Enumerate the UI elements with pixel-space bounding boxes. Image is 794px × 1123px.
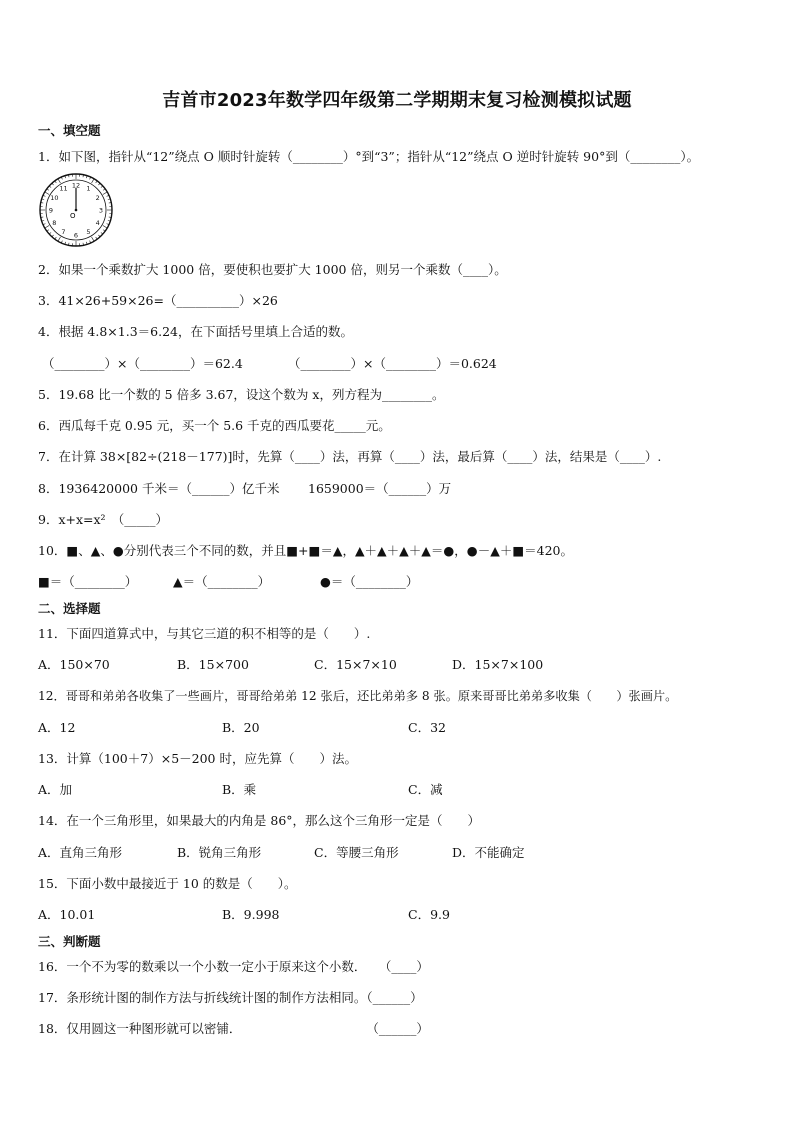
q12-option-a: A．12 (38, 720, 76, 735)
question-2: 2．如果一个乘数扩大 1000 倍，要使积也要扩大 1000 倍，则另一个乘数（____）。 (38, 262, 507, 277)
clock-number: 7 (61, 227, 66, 236)
clock-tick (101, 186, 103, 188)
q15-option-b: B．9.998 (222, 907, 280, 922)
section-choice-heading: 二、选择题 (38, 601, 101, 616)
question-8-part-a: 8．1936420000 千米＝（______）亿千米 (38, 481, 280, 496)
question-16: 16．一个不为零的数乘以一个小数一定小于原来这个小数． （____） (38, 959, 429, 974)
clock-number: 2 (95, 193, 100, 202)
clock-tick (103, 192, 107, 195)
q13-option-a: A．加 (38, 782, 73, 797)
question-1: 1．如下图，指针从“12”绕点 O 顺时针旋转（________）°到“3”；指针从“12”绕点 O 逆时针旋转 90°到（________）。 (38, 149, 700, 164)
question-10: 10．■、▲、●分别代表三个不同的数，并且■+■＝▲，▲＋▲＋▲＋▲＝●，●－▲＋■＝420。 (38, 543, 573, 558)
clock-tick (49, 232, 51, 234)
clock-tick (49, 186, 51, 188)
q12-option-b: B．20 (222, 720, 260, 735)
clock-number: 9 (48, 206, 54, 215)
q14-option-b: B．锐角三角形 (177, 845, 262, 860)
question-12: 12．哥哥和弟弟各收集了一些画片，哥哥给弟弟 12 张后，还比弟弟多 8 张。原来哥哥比弟弟多收集（ ）张画片。 (38, 689, 678, 703)
question-15: 15．下面小数中最接近于 10 的数是（ ）。 (38, 876, 297, 891)
question-7: 7．在计算 38×[82÷(218－177)]时，先算（____）法，再算（____）法，最后算（____）法，结果是（____）. (38, 449, 662, 464)
q15-option-c: C．9.9 (408, 907, 450, 922)
clock-tick (92, 237, 95, 241)
clock-tick (52, 183, 54, 185)
question-9: 9．x+x=x² （_____） (38, 512, 169, 527)
question-10-triangle: ▲＝（________） (173, 574, 271, 589)
question-8-part-b: 1659000＝（______）万 (308, 481, 452, 496)
q11-option-c: C．15×7×10 (314, 657, 397, 672)
question-17: 17．条形统计图的制作方法与折线统计图的制作方法相同。（______） (38, 990, 423, 1005)
clock-tick (45, 226, 49, 229)
clock-tick (58, 237, 61, 241)
clock-tick (98, 235, 100, 237)
question-4-blank-a: （________）×（________）＝62.4 (42, 356, 243, 371)
question-6: 6．西瓜每千克 0.95 元，买一个 5.6 千克的西瓜要花_____元。 (38, 418, 391, 433)
question-14: 14．在一个三角形里，如果最大的内角是 86°，那么这个三角形一定是（ ） (38, 813, 481, 828)
q13-option-b: B．乘 (222, 782, 257, 797)
clock-tick (58, 179, 61, 183)
clock-number: 11 (59, 184, 68, 193)
clock-tick (52, 235, 54, 237)
section-fill-heading: 一、填空题 (38, 123, 101, 138)
clock-number: 6 (73, 231, 79, 240)
question-11: 11．下面四道算式中，与其它三道的积不相等的是（ ）. (38, 626, 371, 641)
clock-number: 3 (98, 206, 104, 215)
q15-option-a: A．10.01 (38, 907, 96, 922)
question-5: 5．19.68 比一个数的 5 倍多 3.67，设这个数为 x，列方程为________。 (38, 387, 445, 402)
question-3: 3．41×26+59×26=（__________）×26 (38, 293, 278, 308)
q14-option-a: A．直角三角形 (38, 845, 123, 860)
clock-tick (92, 179, 95, 183)
clock-tick (103, 226, 107, 229)
q14-option-d: D．不能确定 (452, 845, 525, 860)
question-10-square: ■＝（________） (38, 574, 138, 589)
clock-diagram (38, 172, 114, 248)
section-judge-heading: 三、判断题 (38, 934, 101, 949)
question-13: 13．计算（100＋7）×5－200 时，应先算（ ）法。 (38, 751, 357, 766)
clock-number: 10 (50, 193, 59, 202)
question-18: 18．仅用圆这一种图形就可以密铺． （______） (38, 1021, 429, 1036)
q13-option-c: C．减 (408, 782, 443, 797)
q12-option-c: C．32 (408, 720, 446, 735)
clock-tick (98, 183, 100, 185)
clock-number: 1 (86, 184, 91, 193)
q11-option-b: B．15×700 (177, 657, 249, 672)
clock-center-label: O (70, 212, 76, 220)
question-4-blank-b: （________）×（________）＝0.624 (288, 356, 497, 371)
q14-option-c: C．等腰三角形 (314, 845, 399, 860)
page-title: 吉首市2023年数学四年级第二学期期末复习检测模拟试题 (162, 90, 632, 111)
q11-option-a: A．150×70 (38, 657, 110, 672)
clock-tick (45, 192, 49, 195)
clock-number: 8 (52, 218, 57, 227)
question-4: 4．根据 4.8×1.3＝6.24，在下面括号里填上合适的数。 (38, 324, 353, 339)
clock-number: 12 (71, 181, 81, 190)
question-10-circle: ●＝（________） (320, 574, 419, 589)
q11-option-d: D．15×7×100 (452, 657, 544, 672)
clock-number: 4 (95, 218, 100, 227)
clock-number: 5 (86, 227, 91, 236)
clock-tick (101, 232, 103, 234)
